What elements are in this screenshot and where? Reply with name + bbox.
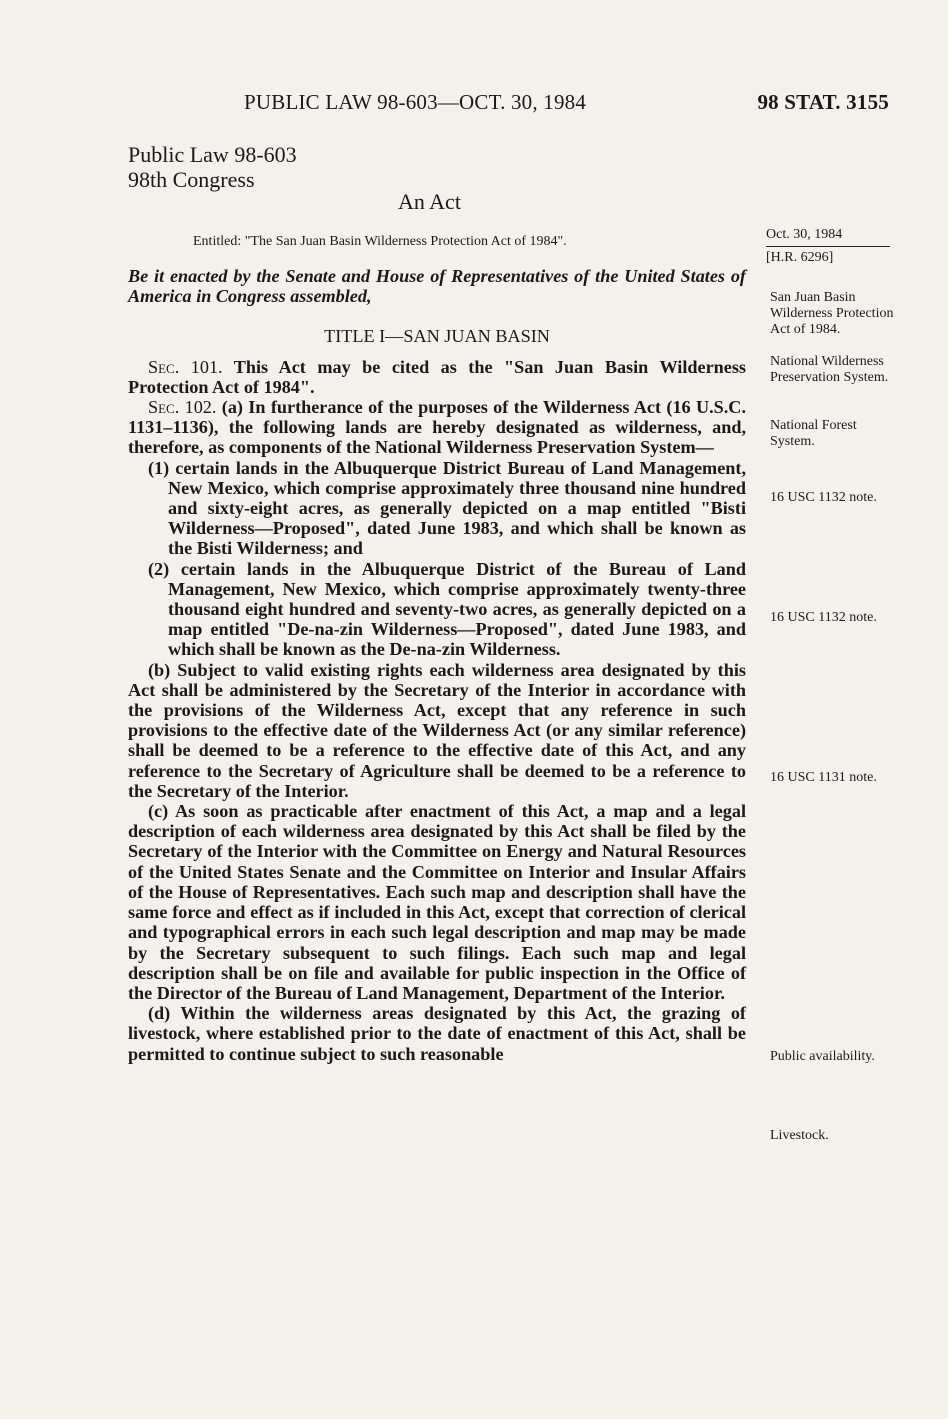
section-102-a-text: (a) In furtherance of the purposes of the Wilderness Act (16 U.S.C. 1131–1136), the following lands are hereby designated as wilderness, and, therefore, as components of the National Wilderness Preservation System— xyxy=(128,397,746,458)
bill-number: [H.R. 6296] xyxy=(766,250,834,265)
section-101-text: This Act may be cited as the "San Juan Basin Wilderness Protection Act of 1984". xyxy=(128,356,747,397)
running-header xyxy=(244,90,889,115)
law-number: Public Law 98-603 xyxy=(128,142,297,167)
margin-note-short-title: San Juan Basin Wilderness Protection Act of 1984. xyxy=(770,290,894,337)
section-101 xyxy=(128,357,746,397)
section-102-label: Sec. 102. xyxy=(148,397,217,418)
section-102-c: (c) As soon as practicable after enactment of this Act, a map and a legal description of each wilderness area designated by this Act shall be filed by the Secretary of the Interior with the Committee on Energy and Natural Resources of the United States Senate and the Committee on Interior and Insular Affairs of the House of Representatives. Each such map and description shall have the same force and effect as if included in this Act, except that correction of clerical and typographical errors in each such legal description and map may be made by the Secretary subsequent to such filings. Each such map and legal description shall be on file and available for public inspection in the Office of the Director of the Bureau of Land Management, Department of the Interior. xyxy=(128,801,746,1003)
margin-note-16usc1131: 16 USC 1131 note. xyxy=(770,770,877,785)
entitled-line: Entitled: "The San Juan Basin Wilderness Protection Act of 1984". xyxy=(193,234,567,249)
header-right: 98 STAT. 3155 xyxy=(757,90,889,114)
section-102-b: (b) Subject to valid existing rights each wilderness area designated by this Act shall be administered by the Secretary of the Interior in accordance with the provisions of the Wilderness Act, except that any reference in such provisions to the effective date of the Wilderness Act (or any similar reference) shall be deemed to be a reference to the effective date of this Act, and any reference to the Secretary of Agriculture shall be deemed to be a reference to the Secretary of the Interior. xyxy=(128,659,746,801)
margin-note-livestock: Livestock. xyxy=(770,1128,829,1143)
date-block xyxy=(766,226,890,267)
congress: 98th Congress xyxy=(128,167,255,192)
act-heading: An Act xyxy=(398,189,461,214)
margin-note-16usc1132-a: 16 USC 1132 note. xyxy=(770,490,877,505)
date-rule xyxy=(766,246,890,247)
section-102-item-1: (1) certain lands in the Albuquerque District Bureau of Land Management, New Mexico, which comprise approximately three thousand nine hundred and sixty-eight acres, as generally depicted on a map entitled "Bisti Wilderness—Proposed", dated June 1983, and which shall be known as the Bisti Wilderness; and xyxy=(148,457,746,559)
header-left: PUBLIC LAW 98-603—OCT. 30, 1984 xyxy=(244,90,587,114)
act-body xyxy=(128,266,746,1064)
title-heading: TITLE I—SAN JUAN BASIN xyxy=(324,326,550,347)
margin-note-public-availability: Public availability. xyxy=(770,1049,875,1064)
section-102-item-2: (2) certain lands in the Albuquerque District of the Bureau of Land Management, New Mexico, which comprise approximately twenty-three thousand eight hundred and seventy-two acres, as generally depicted on a map entitled "De-na-zin Wilderness—Proposed", dated June 1983, and which shall be known as the De-na-zin Wilderness. xyxy=(148,558,746,660)
section-102-a xyxy=(128,397,746,458)
margin-note-nwps: National Wilderness Preservation System. xyxy=(770,354,889,385)
enactment-date: Oct. 30, 1984 xyxy=(766,227,843,242)
enacting-clause: Be it enacted by the Senate and House of Representatives of the United States of America in Congress assembled, xyxy=(128,266,746,307)
law-designation xyxy=(128,142,297,192)
margin-note-nfs: National Forest System. xyxy=(770,418,857,449)
margin-note-16usc1132-b: 16 USC 1132 note. xyxy=(770,610,877,625)
section-102-d: (d) Within the wilderness areas designated by this Act, the grazing of livestock, where established prior to the date of enactment of this Act, shall be permitted to continue subject to such reasonable xyxy=(128,1003,746,1064)
section-101-label: Sec. 101. xyxy=(148,356,223,377)
